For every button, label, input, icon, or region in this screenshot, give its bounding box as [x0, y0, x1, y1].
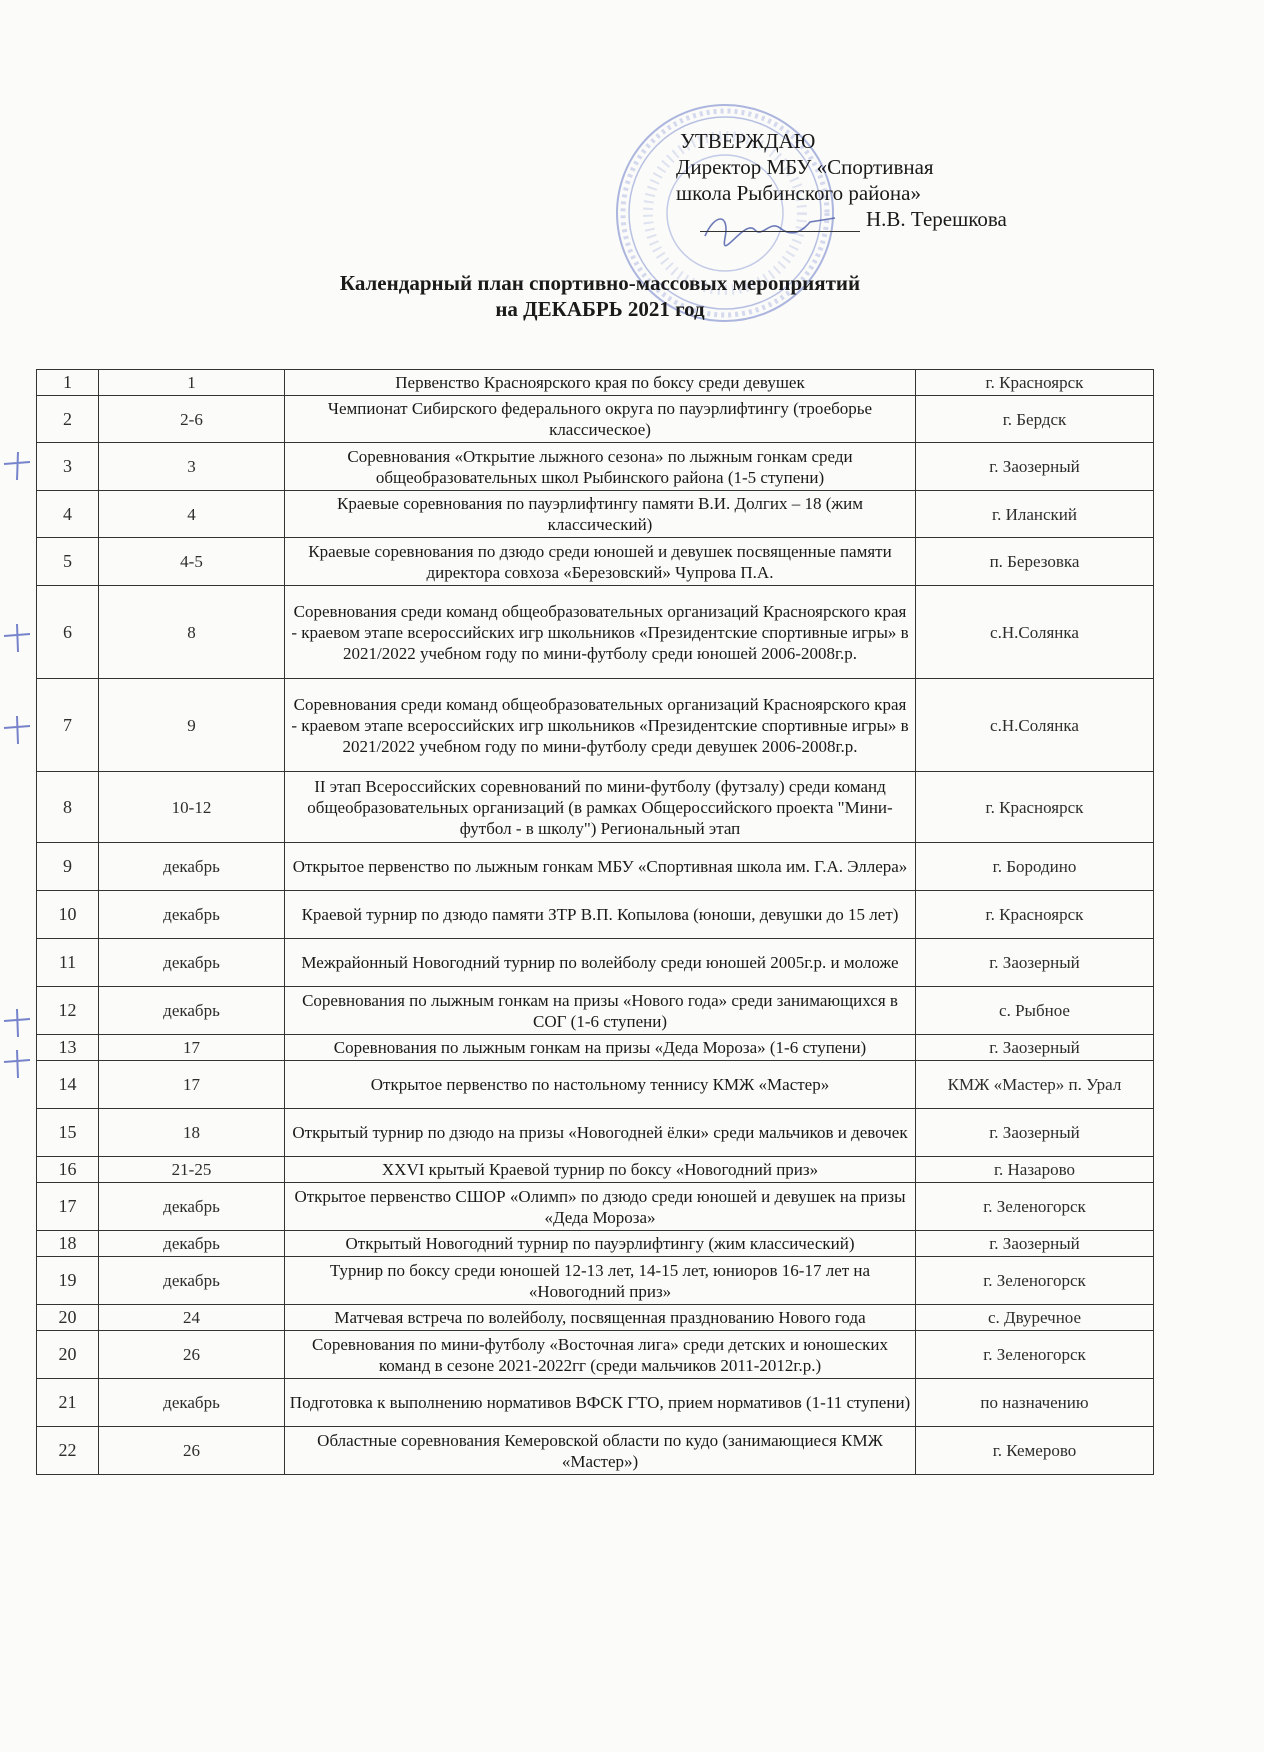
event-place: г. Назарово	[916, 1157, 1154, 1183]
event-place: г. Заозерный	[916, 939, 1154, 987]
event-date: 21-25	[99, 1157, 285, 1183]
table-row	[37, 1061, 1154, 1109]
row-number: 6	[37, 586, 99, 679]
event-date: 4	[99, 491, 285, 538]
event-date: 26	[99, 1331, 285, 1379]
event-date: декабрь	[99, 843, 285, 891]
event-date: декабрь	[99, 939, 285, 987]
row-number: 12	[37, 987, 99, 1035]
approval-position-line2: школа Рыбинского района»	[676, 181, 921, 205]
table-row	[37, 939, 1154, 987]
title-line2: на ДЕКАБРЬ 2021 год	[495, 297, 705, 321]
event-name: Подготовка к выполнению нормативов ВФСК ГТО, прием нормативов (1-11 ступени)	[285, 1379, 916, 1427]
table-row	[37, 1305, 1154, 1331]
event-date: 1	[99, 370, 285, 396]
event-date: 10-12	[99, 772, 285, 843]
event-date: декабрь	[99, 1183, 285, 1231]
row-number: 2	[37, 396, 99, 443]
event-place: г. Бородино	[916, 843, 1154, 891]
event-place: г. Заозерный	[916, 443, 1154, 491]
table-row	[37, 538, 1154, 586]
row-number: 22	[37, 1427, 99, 1475]
approval-block	[600, 128, 1040, 232]
event-place: г. Красноярск	[916, 891, 1154, 939]
table-row	[37, 679, 1154, 772]
event-name: Краевые соревнования по дзюдо среди юношей и девушек посвященные памяти директора совхоза «Березовский» Чупрова П.А.	[285, 538, 916, 586]
event-name: Открытый турнир по дзюдо на призы «Новогодней ёлки» среди мальчиков и девочек	[285, 1109, 916, 1157]
table-row	[37, 772, 1154, 843]
row-number: 13	[37, 1035, 99, 1061]
event-place: г. Заозерный	[916, 1231, 1154, 1257]
event-name: Краевой турнир по дзюдо памяти ЗТР В.П. Копылова (юноши, девушки до 15 лет)	[285, 891, 916, 939]
event-name: Соревнования по лыжным гонкам на призы «Нового года» среди занимающихся в СОГ (1-6 ступени)	[285, 987, 916, 1035]
event-place: по назначению	[916, 1379, 1154, 1427]
event-place: с. Двуречное	[916, 1305, 1154, 1331]
event-place: с. Рыбное	[916, 987, 1154, 1035]
table-row	[37, 1427, 1154, 1475]
row-number: 15	[37, 1109, 99, 1157]
event-place: п. Березовка	[916, 538, 1154, 586]
event-name: Соревнования по лыжным гонкам на призы «Деда Мороза» (1-6 ступени)	[285, 1035, 916, 1061]
table-row	[37, 1231, 1154, 1257]
signature-line	[700, 211, 860, 232]
table-row	[37, 491, 1154, 538]
events-table	[36, 369, 1154, 1475]
event-date: 17	[99, 1061, 285, 1109]
row-number: 20	[37, 1305, 99, 1331]
event-date: декабрь	[99, 891, 285, 939]
event-name: Чемпионат Сибирского федерального округа по пауэрлифтингу (троеборье классическое)	[285, 396, 916, 443]
event-place: г. Зеленогорск	[916, 1183, 1154, 1231]
approver-name: Н.В. Терешкова	[866, 207, 1007, 231]
event-name: Открытое первенство по лыжным гонкам МБУ «Спортивная школа им. Г.А. Эллера»	[285, 843, 916, 891]
table-row	[37, 443, 1154, 491]
event-date: 9	[99, 679, 285, 772]
row-number: 1	[37, 370, 99, 396]
table-row	[37, 1157, 1154, 1183]
row-number: 4	[37, 491, 99, 538]
event-date: 24	[99, 1305, 285, 1331]
event-place: г. Зеленогорск	[916, 1257, 1154, 1305]
table-row	[37, 1379, 1154, 1427]
event-date: 4-5	[99, 538, 285, 586]
table-row	[37, 396, 1154, 443]
table-row	[37, 1183, 1154, 1231]
table-row	[37, 1257, 1154, 1305]
event-date: 26	[99, 1427, 285, 1475]
row-number: 14	[37, 1061, 99, 1109]
event-name: Соревнования среди команд общеобразовательных организаций Красноярского края - краевом этапе всероссийских игр школьников «Президентские спортивные игры» в 2021/2022 учебном году по мини-футболу среди девушек 2006-2008г.р.	[285, 679, 916, 772]
event-date: 8	[99, 586, 285, 679]
event-place: КМЖ «Мастер» п. Урал	[916, 1061, 1154, 1109]
event-place: г. Красноярск	[916, 370, 1154, 396]
row-number: 18	[37, 1231, 99, 1257]
row-number: 7	[37, 679, 99, 772]
event-name: Соревнования по мини-футболу «Восточная лига» среди детских и юношеских команд в сезоне 2021-2022гг (среди мальчиков 2011-2012г.р.)	[285, 1331, 916, 1379]
table-row	[37, 987, 1154, 1035]
event-name: Открытое первенство СШОР «Олимп» по дзюдо среди юношей и девушек на призы «Деда Мороза»	[285, 1183, 916, 1231]
table-row	[37, 891, 1154, 939]
event-date: 2-6	[99, 396, 285, 443]
event-place: г. Заозерный	[916, 1035, 1154, 1061]
event-name: Межрайонный Новогодний турнир по волейболу среди юношей 2005г.р. и моложе	[285, 939, 916, 987]
event-date: декабрь	[99, 987, 285, 1035]
event-name: Матчевая встреча по волейболу, посвященная празднованию Нового года	[285, 1305, 916, 1331]
row-number: 11	[37, 939, 99, 987]
row-number: 9	[37, 843, 99, 891]
event-date: 3	[99, 443, 285, 491]
event-date: декабрь	[99, 1379, 285, 1427]
row-number: 21	[37, 1379, 99, 1427]
event-place: г. Зеленогорск	[916, 1331, 1154, 1379]
event-name: II этап Всероссийских соревнований по мини-футболу (футзалу) среди команд общеобразовательных организаций (в рамках Общероссийского проекта "Мини-футбол - в школу") Региональный этап	[285, 772, 916, 843]
approval-heading: УТВЕРЖДАЮ	[680, 129, 816, 153]
row-number: 10	[37, 891, 99, 939]
event-name: Первенство Красноярского края по боксу среди девушек	[285, 370, 916, 396]
event-date: 17	[99, 1035, 285, 1061]
event-date: декабрь	[99, 1257, 285, 1305]
event-date: декабрь	[99, 1231, 285, 1257]
event-place: г. Иланский	[916, 491, 1154, 538]
event-place: г. Кемерово	[916, 1427, 1154, 1475]
row-number: 5	[37, 538, 99, 586]
event-place: с.Н.Солянка	[916, 586, 1154, 679]
event-name: Соревнования «Открытие лыжного сезона» по лыжным гонкам среди общеобразовательных школ Рыбинского района (1-5 ступени)	[285, 443, 916, 491]
title-line1: Календарный план спортивно-массовых мероприятий	[339, 271, 861, 295]
event-place: г. Бердск	[916, 396, 1154, 443]
event-name: Краевые соревнования по пауэрлифтингу памяти В.И. Долгих – 18 (жим классический)	[285, 491, 916, 538]
table-row	[37, 843, 1154, 891]
table-row	[37, 370, 1154, 396]
event-place: г. Красноярск	[916, 772, 1154, 843]
row-number: 17	[37, 1183, 99, 1231]
event-name: Областные соревнования Кемеровской области по кудо (занимающиеся КМЖ «Мастер»)	[285, 1427, 916, 1475]
event-place: с.Н.Солянка	[916, 679, 1154, 772]
table-row	[37, 1109, 1154, 1157]
event-place: г. Заозерный	[916, 1109, 1154, 1157]
event-name: Соревнования среди команд общеобразовательных организаций Красноярского края - краевом этапе всероссийских игр школьников «Президентские спортивные игры» в 2021/2022 учебном году по мини-футболу среди юношей 2006-2008г.р.	[285, 586, 916, 679]
row-number: 20	[37, 1331, 99, 1379]
row-number: 8	[37, 772, 99, 843]
event-name: XXVI крытый Краевой турнир по боксу «Новогодний приз»	[285, 1157, 916, 1183]
approval-position-line1: Директор МБУ «Спортивная	[676, 155, 934, 179]
event-name: Турнир по боксу среди юношей 12-13 лет, 14-15 лет, юниоров 16-17 лет на «Новогодний приз»	[285, 1257, 916, 1305]
event-name: Открытое первенство по настольному теннису КМЖ «Мастер»	[285, 1061, 916, 1109]
table-row	[37, 1035, 1154, 1061]
row-number: 3	[37, 443, 99, 491]
row-number: 19	[37, 1257, 99, 1305]
event-date: 18	[99, 1109, 285, 1157]
event-name: Открытый Новогодний турнир по пауэрлифтингу (жим классический)	[285, 1231, 916, 1257]
table-row	[37, 586, 1154, 679]
page-title	[260, 270, 940, 322]
row-number: 16	[37, 1157, 99, 1183]
table-row	[37, 1331, 1154, 1379]
